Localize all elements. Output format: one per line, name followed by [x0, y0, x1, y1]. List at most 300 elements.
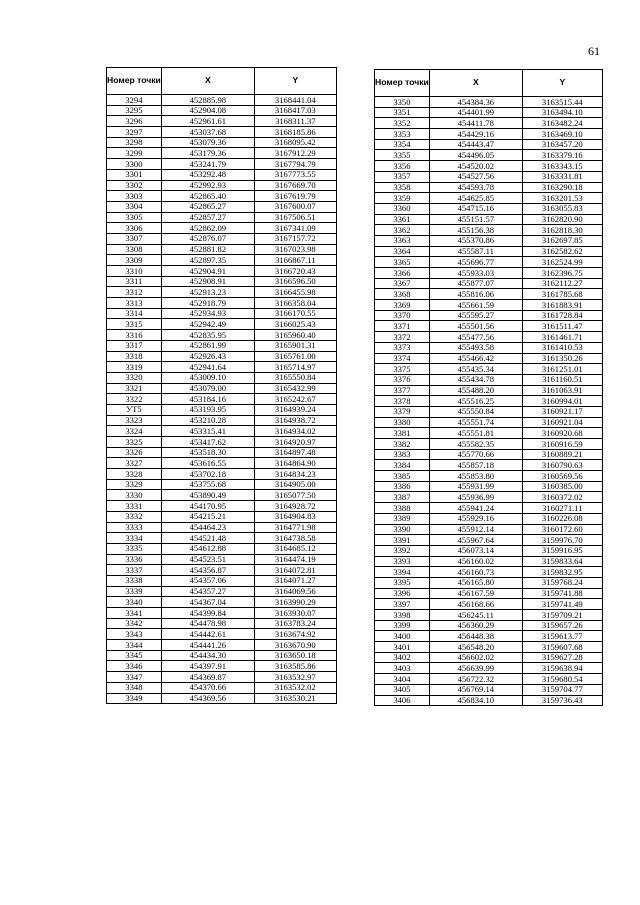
table-row: [375, 524, 603, 535]
cell-y: 3164069.56: [254, 586, 336, 597]
cell-y: 3163055.83: [522, 203, 602, 214]
cell-x: 453417.62: [161, 437, 254, 448]
cell-y: 3163532.97: [254, 672, 336, 683]
table-row: [107, 511, 337, 522]
cell-point-number: 3388: [375, 503, 430, 514]
cell-x: 455477.56: [429, 332, 522, 343]
cell-y: 3161251.01: [522, 364, 602, 375]
cell-x: 455967.64: [429, 535, 522, 546]
table-row: [107, 554, 337, 565]
table-row: [375, 492, 603, 503]
cell-x: 452961.61: [161, 116, 254, 127]
cell-x: 456548.20: [429, 642, 522, 653]
cell-y: 3167341.09: [254, 223, 336, 234]
cell-y: 3164474.19: [254, 554, 336, 565]
table-row: [375, 385, 603, 396]
table-header-row: [375, 70, 603, 97]
cell-point-number: 3346: [107, 661, 162, 672]
cell-x: 454478.98: [161, 618, 254, 629]
cell-x: 455156.38: [429, 225, 522, 236]
cell-y: 3160994.01: [522, 396, 602, 407]
cell-x: 454434.30: [161, 650, 254, 661]
cell-x: 453616.55: [161, 458, 254, 469]
cell-y: 3168095.42: [254, 137, 336, 148]
cell-point-number: 3296: [107, 116, 162, 127]
cell-x: 456160.02: [429, 556, 522, 567]
table-row: [107, 447, 337, 458]
cell-y: 3160889.21: [522, 449, 602, 460]
cell-point-number: 3326: [107, 447, 162, 458]
cell-x: 452835.95: [161, 330, 254, 341]
cell-point-number: 3389: [375, 513, 430, 524]
cell-y: 3163331.81: [522, 171, 602, 182]
cell-y: 3167619.79: [254, 191, 336, 202]
cell-x: 452885.98: [161, 95, 254, 106]
cell-y: 3159680.54: [522, 674, 602, 685]
table-row: [375, 674, 603, 685]
cell-point-number: 3397: [375, 599, 430, 610]
cell-x: 452904.91: [161, 266, 254, 277]
cell-y: 3168417.03: [254, 105, 336, 116]
cell-x: 455582.35: [429, 439, 522, 450]
cell-point-number: 3364: [375, 246, 430, 257]
cell-x: 455587.11: [429, 246, 522, 257]
cell-y: 3167669.70: [254, 180, 336, 191]
cell-y: 3168311.37: [254, 116, 336, 127]
cell-point-number: 3378: [375, 396, 430, 407]
cell-y: 3163990.29: [254, 597, 336, 608]
cell-x: 454357.06: [161, 575, 254, 586]
cell-y: 3163482.24: [522, 118, 602, 129]
cell-point-number: 3381: [375, 428, 430, 439]
cell-x: 454443.47: [429, 139, 522, 150]
cell-point-number: 3384: [375, 460, 430, 471]
cell-point-number: 3396: [375, 588, 430, 599]
cell-y: 3160226.08: [522, 513, 602, 524]
cell-y: 3161785.68: [522, 289, 602, 300]
table-row: [107, 105, 337, 116]
cell-y: 3163585.86: [254, 661, 336, 672]
table-row: [375, 620, 603, 631]
cell-x: 453179.36: [161, 148, 254, 159]
cell-y: 3167600.07: [254, 201, 336, 212]
cell-point-number: 3363: [375, 235, 430, 246]
cell-point-number: 3306: [107, 223, 162, 234]
table-row: [375, 97, 603, 108]
coordinates-table-left: [106, 67, 337, 704]
cell-point-number: 3386: [375, 481, 430, 492]
cell-x: 452897.35: [161, 255, 254, 266]
cell-y: 3164071.27: [254, 575, 336, 586]
table-row: [375, 225, 603, 236]
table-row: [107, 287, 337, 298]
cell-x: 455551.81: [429, 428, 522, 439]
table-body-right: [375, 97, 603, 706]
cell-x: 452934.93: [161, 308, 254, 319]
table-row: [375, 535, 603, 546]
cell-x: 455661.59: [429, 300, 522, 311]
cell-point-number: 3315: [107, 319, 162, 330]
table-row: [375, 150, 603, 161]
table-row: [107, 640, 337, 651]
cell-point-number: 3354: [375, 139, 430, 150]
cell-y: 3166358.04: [254, 298, 336, 309]
header-y: Y: [254, 68, 336, 95]
cell-x: 456160.73: [429, 567, 522, 578]
table-row: [107, 394, 337, 405]
cell-point-number: 3319: [107, 362, 162, 373]
table-row: [107, 191, 337, 202]
cell-y: 3159916.95: [522, 545, 602, 556]
cell-point-number: 3332: [107, 511, 162, 522]
cell-y: 3166170.55: [254, 308, 336, 319]
table-body-left: [107, 95, 337, 704]
cell-x: 453184.16: [161, 394, 254, 405]
cell-x: 454356.87: [161, 565, 254, 576]
cell-y: 3159638.94: [522, 663, 602, 674]
table-row: [107, 501, 337, 512]
cell-y: 3160920.68: [522, 428, 602, 439]
cell-y: 3160916.59: [522, 439, 602, 450]
cell-point-number: 3324: [107, 426, 162, 437]
cell-x: 456360.29: [429, 620, 522, 631]
cell-y: 3161511.47: [522, 321, 602, 332]
cell-point-number: 3336: [107, 554, 162, 565]
cell-y: 3164864.90: [254, 458, 336, 469]
table-row: [107, 351, 337, 362]
cell-y: 3163515.44: [522, 97, 602, 108]
cell-point-number: 3357: [375, 171, 430, 182]
cell-y: 3164938.72: [254, 415, 336, 426]
cell-y: 3163379.16: [522, 150, 602, 161]
cell-point-number: 3327: [107, 458, 162, 469]
cell-y: 3164685.12: [254, 543, 336, 554]
table-row: [107, 608, 337, 619]
table-row: [375, 182, 603, 193]
cell-point-number: 3370: [375, 310, 430, 321]
cell-x: 454399.84: [161, 608, 254, 619]
cell-x: 455912.14: [429, 524, 522, 535]
cell-x: 455816.06: [429, 289, 522, 300]
cell-x: 452941.64: [161, 362, 254, 373]
page-number: 61: [588, 44, 600, 58]
cell-point-number: 3302: [107, 180, 162, 191]
table-row: [107, 201, 337, 212]
cell-point-number: 3307: [107, 233, 162, 244]
cell-point-number: 3359: [375, 193, 430, 204]
cell-x: 454625.85: [429, 193, 522, 204]
cell-x: 452857.27: [161, 212, 254, 223]
table-row: [107, 276, 337, 287]
cell-x: 455493.58: [429, 342, 522, 353]
cell-y: 3159657.26: [522, 620, 602, 631]
cell-x: 454397.91: [161, 661, 254, 672]
cell-point-number: 3303: [107, 191, 162, 202]
cell-y: 3165761.00: [254, 351, 336, 362]
cell-x: 452918.79: [161, 298, 254, 309]
cell-point-number: 3297: [107, 127, 162, 138]
cell-y: 3163469.10: [522, 129, 602, 140]
cell-point-number: 3402: [375, 652, 430, 663]
table-row: [107, 362, 337, 373]
table-row: [107, 522, 337, 533]
cell-x: 456639.99: [429, 663, 522, 674]
cell-point-number: 3366: [375, 268, 430, 279]
table-row: [107, 479, 337, 490]
cell-y: 3167023.98: [254, 244, 336, 255]
table-row: [375, 663, 603, 674]
cell-x: 452992.93: [161, 180, 254, 191]
table-row: [107, 266, 337, 277]
table-row: [375, 353, 603, 364]
table-row: [107, 565, 337, 576]
cell-y: 3161063.91: [522, 385, 602, 396]
table-row: [107, 543, 337, 554]
table-row: [107, 437, 337, 448]
cell-x: 452881.82: [161, 244, 254, 255]
table-row: [375, 471, 603, 482]
cell-x: 453518.30: [161, 447, 254, 458]
table-row: [375, 214, 603, 225]
cell-y: 3162524.99: [522, 257, 602, 268]
cell-point-number: 3314: [107, 308, 162, 319]
cell-y: 3165901.31: [254, 340, 336, 351]
cell-point-number: 3349: [107, 693, 162, 704]
cell-x: 455434.78: [429, 374, 522, 385]
cell-point-number: 3392: [375, 545, 430, 556]
cell-y: 3159832.95: [522, 567, 602, 578]
cell-y: 3166867.11: [254, 255, 336, 266]
table-row: [107, 340, 337, 351]
cell-point-number: 3308: [107, 244, 162, 255]
table-row: [107, 116, 337, 127]
cell-y: 3162582.62: [522, 246, 602, 257]
table-row: [107, 469, 337, 480]
cell-point-number: 3390: [375, 524, 430, 535]
table-row: [375, 374, 603, 385]
table-row: [107, 597, 337, 608]
cell-y: 3164939.24: [254, 404, 336, 415]
table-row: [107, 490, 337, 501]
cell-x: 453210.28: [161, 415, 254, 426]
cell-point-number: 3382: [375, 439, 430, 450]
cell-point-number: 3401: [375, 642, 430, 653]
cell-x: 454496.05: [429, 150, 522, 161]
table-row: [107, 533, 337, 544]
cell-y: 3160790.63: [522, 460, 602, 471]
cell-y: 3166025.43: [254, 319, 336, 330]
cell-x: 456245.11: [429, 610, 522, 621]
cell-y: 3162820.90: [522, 214, 602, 225]
table-row: [375, 545, 603, 556]
cell-y: 3164934.02: [254, 426, 336, 437]
cell-point-number: 3362: [375, 225, 430, 236]
cell-y: 3164920.97: [254, 437, 336, 448]
cell-x: 452904.08: [161, 105, 254, 116]
table-row: [107, 308, 337, 319]
cell-point-number: 3358: [375, 182, 430, 193]
cell-y: 3163290.18: [522, 182, 602, 193]
cell-x: 452926.43: [161, 351, 254, 362]
cell-point-number: 3317: [107, 340, 162, 351]
cell-x: 455933.03: [429, 268, 522, 279]
cell-x: 454442.61: [161, 629, 254, 640]
cell-point-number: 3348: [107, 682, 162, 693]
cell-x: 455501.56: [429, 321, 522, 332]
cell-point-number: 3325: [107, 437, 162, 448]
cell-point-number: 3356: [375, 161, 430, 172]
cell-x: 454370.66: [161, 682, 254, 693]
cell-point-number: 3351: [375, 107, 430, 118]
cell-y: 3163670.90: [254, 640, 336, 651]
table-row: [107, 383, 337, 394]
cell-point-number: 3328: [107, 469, 162, 480]
cell-point-number: 3339: [107, 586, 162, 597]
cell-x: 455466.42: [429, 353, 522, 364]
cell-point-number: 3371: [375, 321, 430, 332]
cell-point-number: 3330: [107, 490, 162, 501]
cell-point-number: 3405: [375, 684, 430, 695]
cell-x: 455435.34: [429, 364, 522, 375]
cell-point-number: 3361: [375, 214, 430, 225]
cell-point-number: 3403: [375, 663, 430, 674]
table-row: [375, 107, 603, 118]
cell-x: 454521.48: [161, 533, 254, 544]
cell-y: 3165550.84: [254, 372, 336, 383]
cell-point-number: 3398: [375, 610, 430, 621]
cell-x: 454520.02: [429, 161, 522, 172]
cell-y: 3161350.26: [522, 353, 602, 364]
cell-y: 3164897.48: [254, 447, 336, 458]
cell-y: 3160271.11: [522, 503, 602, 514]
cell-y: 3159741.88: [522, 588, 602, 599]
cell-x: 454715.16: [429, 203, 522, 214]
table-row: [107, 404, 337, 415]
cell-y: 3163930.07: [254, 608, 336, 619]
cell-y: 3164905.00: [254, 479, 336, 490]
cell-point-number: 3310: [107, 266, 162, 277]
cell-y: 3162818.30: [522, 225, 602, 236]
table-row: [107, 223, 337, 234]
cell-x: 456602.02: [429, 652, 522, 663]
cell-point-number: 3335: [107, 543, 162, 554]
table-row: [107, 137, 337, 148]
cell-point-number: 3295: [107, 105, 162, 116]
cell-point-number: УТ5: [107, 404, 162, 415]
cell-x: 455941.24: [429, 503, 522, 514]
cell-x: 453241.79: [161, 159, 254, 170]
cell-y: 3166455.98: [254, 287, 336, 298]
cell-y: 3164928.72: [254, 501, 336, 512]
cell-point-number: 3395: [375, 577, 430, 588]
table-row: [375, 652, 603, 663]
cell-x: 454384.36: [429, 97, 522, 108]
cell-x: 456073.14: [429, 545, 522, 556]
cell-y: 3159704.77: [522, 684, 602, 695]
table-row: [107, 298, 337, 309]
cell-point-number: 3347: [107, 672, 162, 683]
cell-y: 3164771.98: [254, 522, 336, 533]
cell-point-number: 3379: [375, 406, 430, 417]
cell-y: 3161461.71: [522, 332, 602, 343]
cell-x: 453037.68: [161, 127, 254, 138]
cell-point-number: 3313: [107, 298, 162, 309]
cell-y: 3163494.10: [522, 107, 602, 118]
cell-point-number: 3337: [107, 565, 162, 576]
cell-point-number: 3385: [375, 471, 430, 482]
table-row: [375, 268, 603, 279]
cell-x: 455595.27: [429, 310, 522, 321]
cell-point-number: 3374: [375, 353, 430, 364]
cell-y: 3163530.21: [254, 693, 336, 704]
table-row: [107, 415, 337, 426]
cell-y: 3164738.58: [254, 533, 336, 544]
table-row: [375, 428, 603, 439]
cell-x: 454429.16: [429, 129, 522, 140]
cell-point-number: 3391: [375, 535, 430, 546]
cell-y: 3163201.53: [522, 193, 602, 204]
coordinates-table-right: [374, 69, 603, 706]
table-row: [375, 257, 603, 268]
cell-point-number: 3329: [107, 479, 162, 490]
cell-x: 455936.99: [429, 492, 522, 503]
cell-y: 3160385.00: [522, 481, 602, 492]
cell-y: 3159976.70: [522, 535, 602, 546]
cell-y: 3159607.68: [522, 642, 602, 653]
cell-y: 3166720.43: [254, 266, 336, 277]
cell-point-number: 3322: [107, 394, 162, 405]
cell-y: 3162112.27: [522, 278, 602, 289]
cell-point-number: 3375: [375, 364, 430, 375]
cell-x: 456448.38: [429, 631, 522, 642]
table-row: [375, 439, 603, 450]
cell-y: 3160172.60: [522, 524, 602, 535]
table-row: [107, 212, 337, 223]
cell-point-number: 3345: [107, 650, 162, 661]
table-row: [107, 650, 337, 661]
table-row: [375, 695, 603, 706]
cell-point-number: 3406: [375, 695, 430, 706]
table-row: [375, 481, 603, 492]
cell-point-number: 3352: [375, 118, 430, 129]
cell-y: 3165432.99: [254, 383, 336, 394]
table-row: [375, 129, 603, 140]
cell-x: 455551.74: [429, 417, 522, 428]
table-row: [107, 682, 337, 693]
cell-point-number: 3344: [107, 640, 162, 651]
cell-y: 3162396.75: [522, 268, 602, 279]
cell-point-number: 3323: [107, 415, 162, 426]
table-row: [375, 203, 603, 214]
table-row: [107, 629, 337, 640]
cell-y: 3164904.83: [254, 511, 336, 522]
table-row: [107, 95, 337, 106]
cell-point-number: 3298: [107, 137, 162, 148]
cell-y: 3166596.50: [254, 276, 336, 287]
cell-x: 454464.23: [161, 522, 254, 533]
cell-x: 455151.57: [429, 214, 522, 225]
cell-y: 3161883.91: [522, 300, 602, 311]
cell-y: 3163650.18: [254, 650, 336, 661]
cell-x: 453292.48: [161, 169, 254, 180]
cell-point-number: 3333: [107, 522, 162, 533]
table-row: [375, 193, 603, 204]
table-row: [375, 684, 603, 695]
cell-x: 455853.80: [429, 471, 522, 482]
cell-x: 455516.25: [429, 396, 522, 407]
cell-point-number: 3318: [107, 351, 162, 362]
cell-x: 455931.99: [429, 481, 522, 492]
